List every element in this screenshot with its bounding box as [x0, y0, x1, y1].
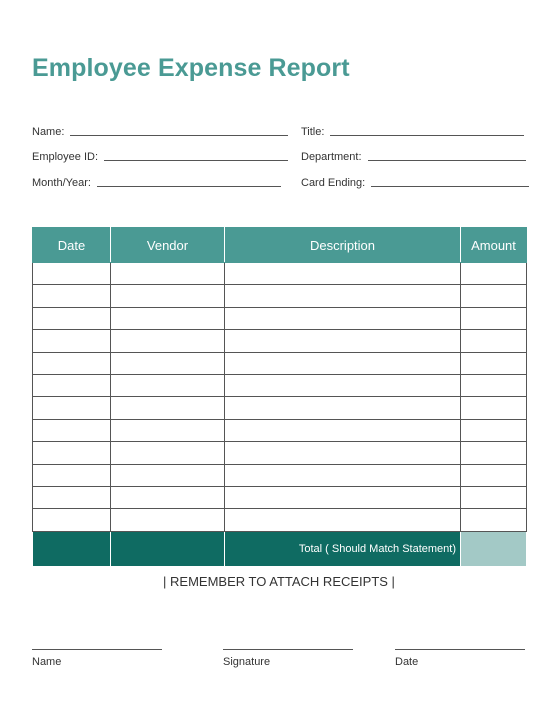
total-label: Total ( Should Match Statement) [225, 531, 461, 566]
description-cell[interactable] [225, 285, 461, 307]
date-cell[interactable] [33, 352, 111, 374]
card-ending-line[interactable] [371, 185, 529, 187]
month-year-line[interactable] [97, 185, 281, 187]
total-filler-date [33, 531, 111, 566]
title-line[interactable] [330, 134, 524, 136]
table-row [33, 509, 527, 531]
table-row [33, 397, 527, 419]
signature-line[interactable] [223, 649, 353, 650]
name-label: Name: [32, 126, 65, 138]
header-description: Description [225, 228, 461, 263]
vendor-cell[interactable] [111, 285, 225, 307]
description-cell[interactable] [225, 419, 461, 441]
description-cell[interactable] [225, 509, 461, 531]
table-row [33, 330, 527, 352]
amount-cell[interactable] [461, 352, 527, 374]
vendor-cell[interactable] [111, 397, 225, 419]
table-row [33, 352, 527, 374]
amount-cell[interactable] [461, 263, 527, 285]
table-row [33, 486, 527, 508]
vendor-cell[interactable] [111, 486, 225, 508]
amount-cell[interactable] [461, 330, 527, 352]
name-line[interactable] [70, 134, 288, 136]
header-amount: Amount [461, 228, 527, 263]
vendor-cell[interactable] [111, 374, 225, 396]
date-cell[interactable] [33, 374, 111, 396]
signature-block-date[interactable] [395, 649, 525, 668]
total-row [33, 531, 527, 566]
table-row [33, 442, 527, 464]
header-date: Date [33, 228, 111, 263]
date-signature-line[interactable] [395, 649, 525, 650]
date-signature-label: Date [395, 656, 419, 668]
description-cell[interactable] [225, 352, 461, 374]
date-cell[interactable] [33, 397, 111, 419]
description-cell[interactable] [225, 486, 461, 508]
vendor-cell[interactable] [111, 509, 225, 531]
date-cell[interactable] [33, 307, 111, 329]
vendor-cell[interactable] [111, 442, 225, 464]
date-cell[interactable] [33, 442, 111, 464]
description-cell[interactable] [225, 263, 461, 285]
amount-cell[interactable] [461, 442, 527, 464]
card-ending-field[interactable] [301, 177, 529, 189]
expense-table [32, 227, 527, 567]
table-row [33, 374, 527, 396]
month-year-label: Month/Year: [32, 177, 91, 189]
table-row [33, 464, 527, 486]
header-vendor: Vendor [111, 228, 225, 263]
amount-cell[interactable] [461, 509, 527, 531]
title-field[interactable] [301, 126, 524, 138]
table-row [33, 285, 527, 307]
date-cell[interactable] [33, 486, 111, 508]
description-cell[interactable] [225, 442, 461, 464]
description-cell[interactable] [225, 307, 461, 329]
vendor-cell[interactable] [111, 307, 225, 329]
amount-cell[interactable] [461, 307, 527, 329]
date-cell[interactable] [33, 285, 111, 307]
month-year-field[interactable] [32, 177, 281, 189]
vendor-cell[interactable] [111, 330, 225, 352]
department-field[interactable] [301, 151, 526, 163]
department-label: Department: [301, 151, 362, 163]
date-cell[interactable] [33, 464, 111, 486]
signature-label: Signature [223, 656, 271, 668]
employee-id-field[interactable] [32, 151, 288, 163]
attach-receipts-note: | REMEMBER TO ATTACH RECEIPTS | [163, 574, 395, 589]
date-cell[interactable] [33, 263, 111, 285]
vendor-cell[interactable] [111, 464, 225, 486]
title-label: Title: [301, 126, 325, 138]
total-filler-vendor [111, 531, 225, 566]
vendor-cell[interactable] [111, 419, 225, 441]
name-signature-line[interactable] [32, 649, 162, 650]
description-cell[interactable] [225, 464, 461, 486]
employee-id-line[interactable] [104, 159, 288, 161]
vendor-cell[interactable] [111, 352, 225, 374]
amount-cell[interactable] [461, 374, 527, 396]
total-amount-cell[interactable] [461, 531, 527, 566]
description-cell[interactable] [225, 397, 461, 419]
signature-block-name[interactable] [32, 649, 162, 668]
amount-cell[interactable] [461, 285, 527, 307]
table-row [33, 263, 527, 285]
date-cell[interactable] [33, 509, 111, 531]
name-field[interactable] [32, 126, 288, 138]
card-ending-label: Card Ending: [301, 177, 366, 189]
amount-cell[interactable] [461, 464, 527, 486]
date-cell[interactable] [33, 330, 111, 352]
vendor-cell[interactable] [111, 263, 225, 285]
date-cell[interactable] [33, 419, 111, 441]
page-title: Employee Expense Report [32, 54, 350, 82]
table-row [33, 307, 527, 329]
description-cell[interactable] [225, 374, 461, 396]
department-line[interactable] [368, 159, 526, 161]
signature-block-signature[interactable] [223, 649, 353, 668]
amount-cell[interactable] [461, 486, 527, 508]
table-header-row [33, 228, 527, 263]
name-signature-label: Name [32, 656, 62, 668]
description-cell[interactable] [225, 330, 461, 352]
employee-id-label: Employee ID: [32, 151, 99, 163]
amount-cell[interactable] [461, 419, 527, 441]
table-row [33, 419, 527, 441]
amount-cell[interactable] [461, 397, 527, 419]
